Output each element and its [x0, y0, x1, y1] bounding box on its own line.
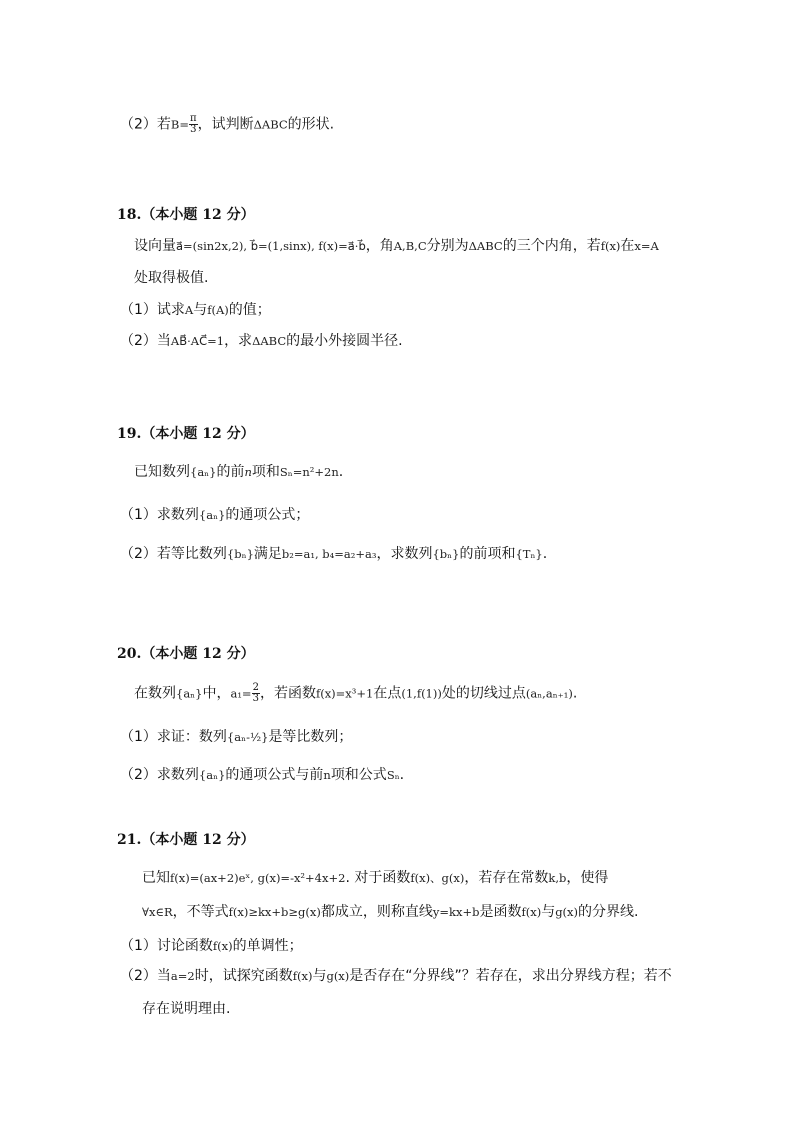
- q20-math: (1,f(1)): [401, 686, 442, 701]
- q20-fraction: [252, 683, 260, 704]
- q18-part2: [120, 331, 403, 351]
- q21-text: 的分界线.: [578, 904, 639, 920]
- q21-text: 时，试探究函数: [194, 968, 293, 984]
- q19-heading: 19.（本小题 12 分）: [117, 426, 255, 442]
- q21-text: 与: [541, 904, 556, 920]
- q19-part2: [120, 544, 547, 564]
- q20-part2: [120, 765, 404, 785]
- q19-text: .: [542, 546, 548, 562]
- q21-text: 与: [312, 968, 327, 984]
- q19-math: {bₙ}: [432, 547, 460, 561]
- q17-text-end: 的形状.: [287, 116, 335, 133]
- q21-text: 已知: [142, 870, 170, 886]
- q19-text: 项和: [251, 464, 280, 480]
- q18-text: 的三个内角，若: [502, 238, 601, 254]
- q18-line1: [134, 236, 659, 256]
- q21-text: 都成立，则称直线: [320, 904, 433, 920]
- q18-math: x=A: [634, 239, 659, 253]
- q18-part1: [120, 300, 271, 320]
- q18-text: 分别为: [426, 238, 469, 254]
- q20-text: 项和公式: [330, 767, 387, 783]
- q20-math: {aₙ}: [176, 686, 203, 701]
- q21-math: a=2: [170, 969, 195, 983]
- q18-part2-label: （2）当: [120, 333, 171, 349]
- q21-math: ∀x∈R: [142, 905, 173, 919]
- q19-text: 的前: [216, 464, 245, 480]
- q18-text: 与: [193, 302, 208, 318]
- q18-math: ΔABC: [468, 239, 503, 253]
- q18-math: AB⃗·AC⃗=1: [170, 334, 225, 348]
- q20-math: {aₙ-½}: [226, 730, 269, 744]
- q20-text: 是等比数列；: [268, 729, 353, 745]
- q20-frac-den: 3: [252, 693, 259, 704]
- q21-math: g(x): [326, 969, 350, 983]
- q21-heading: 21.（本小题 12 分）: [117, 832, 255, 848]
- q18-math: f(x): [600, 239, 621, 253]
- q21-text: 的单调性；: [232, 938, 303, 954]
- q21-math: g(x): [555, 905, 579, 919]
- q20-math: a₁=: [230, 686, 252, 701]
- q17-part2-label: （2）若: [120, 116, 171, 133]
- q18-math: A,B,C: [393, 239, 427, 253]
- q21-text: ，使得: [566, 870, 609, 886]
- q21-math: k,b: [548, 871, 567, 885]
- q21-math: f(x)、g(x): [410, 871, 465, 885]
- q19-text: ，求数列: [376, 546, 433, 562]
- q20-math: (aₙ,aₙ₊₁): [525, 686, 573, 701]
- q18-text: 的值；: [228, 302, 271, 318]
- q19-text: 的前项和: [459, 546, 516, 562]
- q21-text: . 对于函数: [345, 870, 411, 886]
- q21-math: f(x): [521, 905, 542, 919]
- q18-line2: 处取得极值.: [134, 270, 209, 286]
- q20-math: f(x)=x³+1: [315, 686, 374, 701]
- q20-text: 在点: [373, 685, 402, 702]
- q20-line1: [134, 683, 577, 704]
- q20-part1: [120, 727, 352, 747]
- q21-line1: [142, 868, 608, 888]
- q17-math: B=: [170, 117, 190, 132]
- q19-line1: [134, 462, 343, 482]
- q21-part2-label: （2）当: [120, 968, 171, 984]
- q19-math: Sₙ=n²+2n: [279, 465, 339, 479]
- q21-part1-label: （1）讨论函数: [120, 938, 213, 954]
- q18-text: 在: [620, 238, 635, 254]
- q20-text: 的通项公式与前: [225, 767, 324, 783]
- q19-text: 已知数列: [134, 464, 190, 480]
- q17-frac-den: 3: [190, 124, 197, 135]
- q20-text: 在数列: [134, 685, 176, 702]
- q20-math: n: [323, 768, 331, 782]
- q19-text: .: [338, 464, 344, 480]
- q20-text: .: [399, 767, 405, 783]
- q18-part1-label: （1）试求: [120, 302, 185, 318]
- q19-part2-label: （2）若等比数列: [120, 546, 227, 562]
- q18-math: f(A): [207, 303, 229, 317]
- q20-part2-label: （2）求数列: [120, 767, 199, 783]
- q20-text: ，若函数: [259, 685, 316, 702]
- q19-text: 的通项公式；: [225, 507, 310, 523]
- q20-text: 中，: [202, 685, 231, 702]
- q17-text: ，试判断: [197, 116, 254, 133]
- q21-part2: [120, 966, 672, 986]
- q18-text: 的最小外接圆半径.: [286, 333, 403, 349]
- q21-math: f(x): [292, 969, 313, 983]
- q17-part2: [120, 114, 334, 135]
- q18-text: 设向量: [134, 238, 176, 254]
- q20-part1-label: （1）求证：数列: [120, 729, 227, 745]
- q21-text: ，若存在常数: [464, 870, 549, 886]
- q20-text: .: [572, 685, 578, 702]
- q21-line2: [142, 902, 638, 922]
- q21-text: ，不等式: [172, 904, 229, 920]
- q19-part1: [120, 505, 309, 525]
- q21-math: f(x): [212, 939, 233, 953]
- q21-math: f(x)=(ax+2)eˣ, g(x)=-x²+4x+2: [170, 871, 346, 885]
- q18-math-vectors: a⃗=(sin2x,2), b⃗=(1,sinx), f(x)=a⃗·b⃗: [176, 239, 366, 253]
- q19-part1-label: （1）求数列: [120, 507, 199, 523]
- q20-math: Sₙ: [386, 768, 400, 782]
- q19-math: b₂=a₁, b₄=a₂+a₃: [281, 547, 377, 561]
- q17-fraction: [189, 114, 198, 135]
- q21-text: 是否存在“分界线”？若存在，求出分界线方程；若不: [349, 968, 672, 984]
- q20-frac-num: 2: [252, 682, 259, 693]
- q18-math: A: [184, 303, 194, 317]
- q17-math-triangle: ΔABC: [253, 117, 288, 132]
- q21-math: f(x)≥kx+b≥g(x): [228, 905, 321, 919]
- q20-heading: 20.（本小题 12 分）: [117, 646, 255, 662]
- q19-math: {Tₙ}: [515, 547, 543, 561]
- q19-math: {aₙ}: [198, 508, 226, 522]
- q18-text: ，角: [365, 238, 394, 254]
- q21-math: y=kx+b: [432, 905, 480, 919]
- q19-math: {bₙ}: [226, 547, 254, 561]
- q21-part1: [120, 936, 303, 956]
- q21-part2-line2: 存在说明理由.: [142, 1001, 231, 1017]
- q18-text: ，求: [224, 333, 253, 349]
- q18-heading: 18.（本小题 12 分）: [117, 207, 255, 223]
- q17-frac-num: π: [190, 113, 197, 124]
- q19-text: 满足: [253, 546, 282, 562]
- q21-text: 是函数: [479, 904, 522, 920]
- q20-text: 处的切线过点: [441, 685, 526, 702]
- q18-math: ΔABC: [252, 334, 287, 348]
- q19-math: {aₙ}: [190, 465, 217, 479]
- q19-math: n: [244, 465, 252, 479]
- q20-math: {aₙ}: [198, 768, 226, 782]
